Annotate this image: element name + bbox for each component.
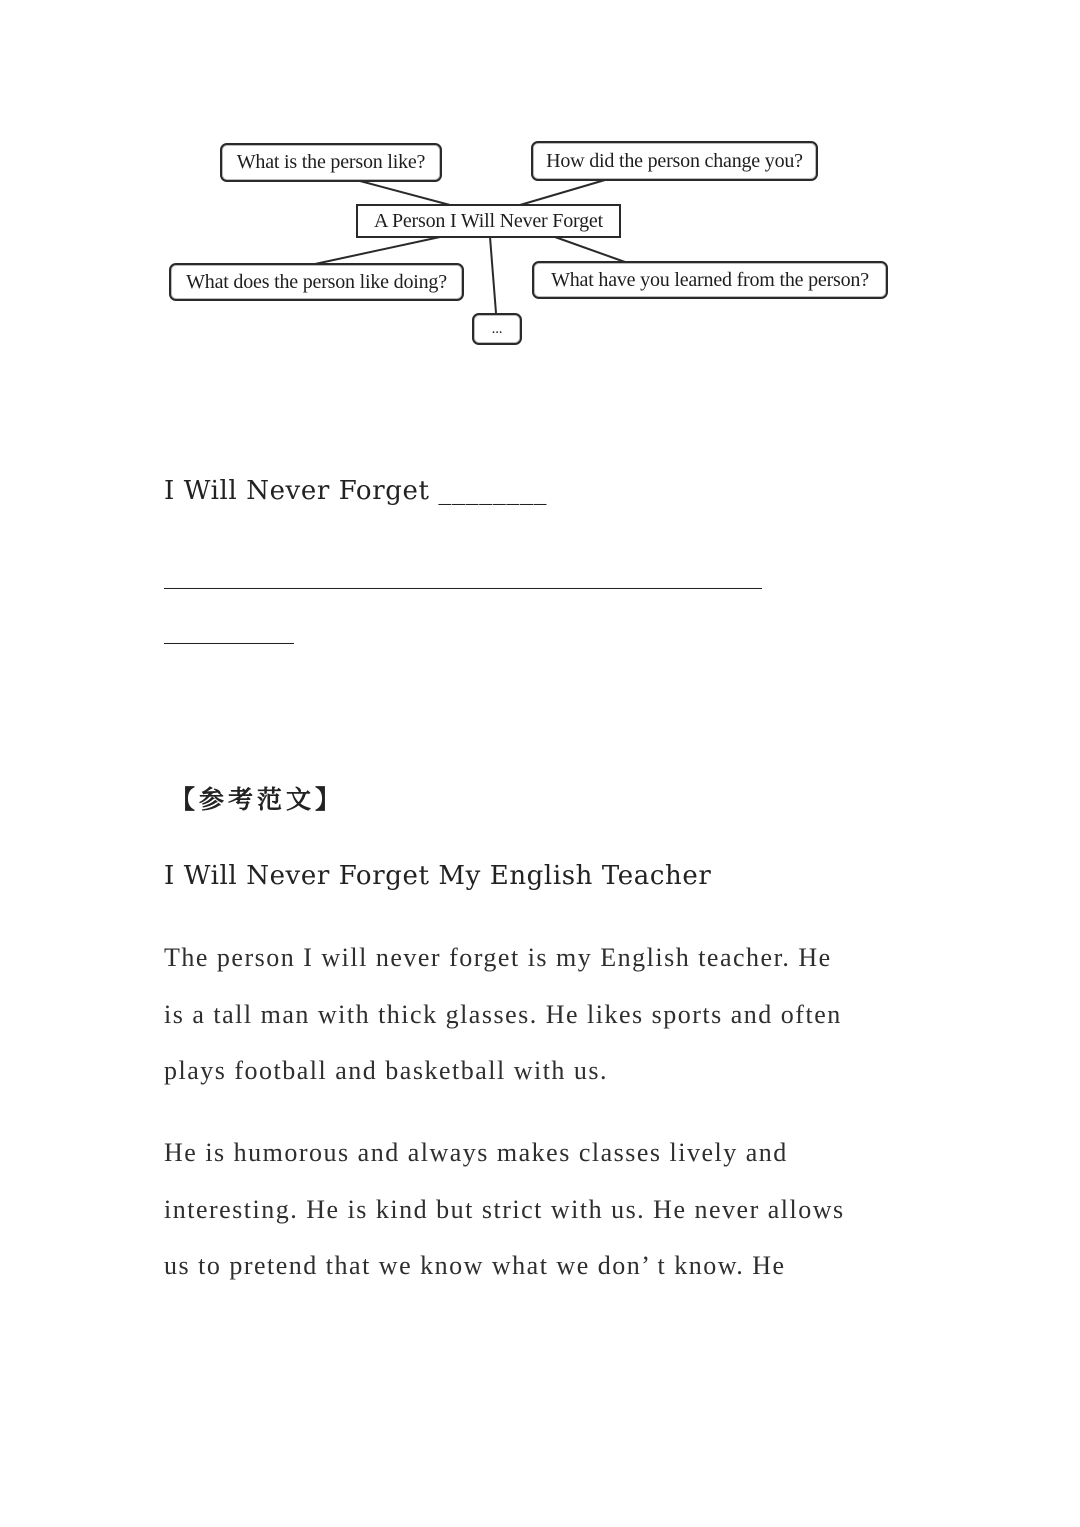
connector-bottom-middle [490,237,496,313]
paragraph-2-line: us to pretend that we know what we don’ t know. He [164,1251,786,1280]
answer-blank-line-2: __________ [164,615,294,645]
node-bottom-right: What have you learned from the person? [532,261,888,299]
connector-bottom-left [315,237,440,264]
node-top-left: What is the person like? [220,143,442,182]
prompt-title: I Will Never Forget ________ [164,476,548,506]
paragraph-2-line: interesting. He is kind but strict with us. He never allows [164,1195,845,1224]
paragraph-1-line: plays football and basketball with us. [164,1056,609,1085]
connector-top-left [360,181,450,205]
answer-blank-line-1: ______________________________________________ [164,560,762,590]
node-center: A Person I Will Never Forget [356,204,621,238]
paragraph-1-line: The person I will never forget is my English teacher. He [164,943,832,972]
node-bottom-left: What does the person like doing? [169,263,464,301]
paragraph-2-line: He is humorous and always makes classes lively and [164,1138,788,1167]
paragraph-1-line: is a tall man with thick glasses. He likes sports and often [164,1000,842,1029]
node-bottom-middle: ... [472,313,522,345]
node-top-right: How did the person change you? [531,141,818,181]
connector-top-right [520,180,605,205]
connector-bottom-right [555,237,625,262]
sample-essay-title: I Will Never Forget My English Teacher [164,861,712,891]
mind-map-diagram [0,0,1080,360]
sample-essay-label: 【参考范文】 [170,785,345,814]
